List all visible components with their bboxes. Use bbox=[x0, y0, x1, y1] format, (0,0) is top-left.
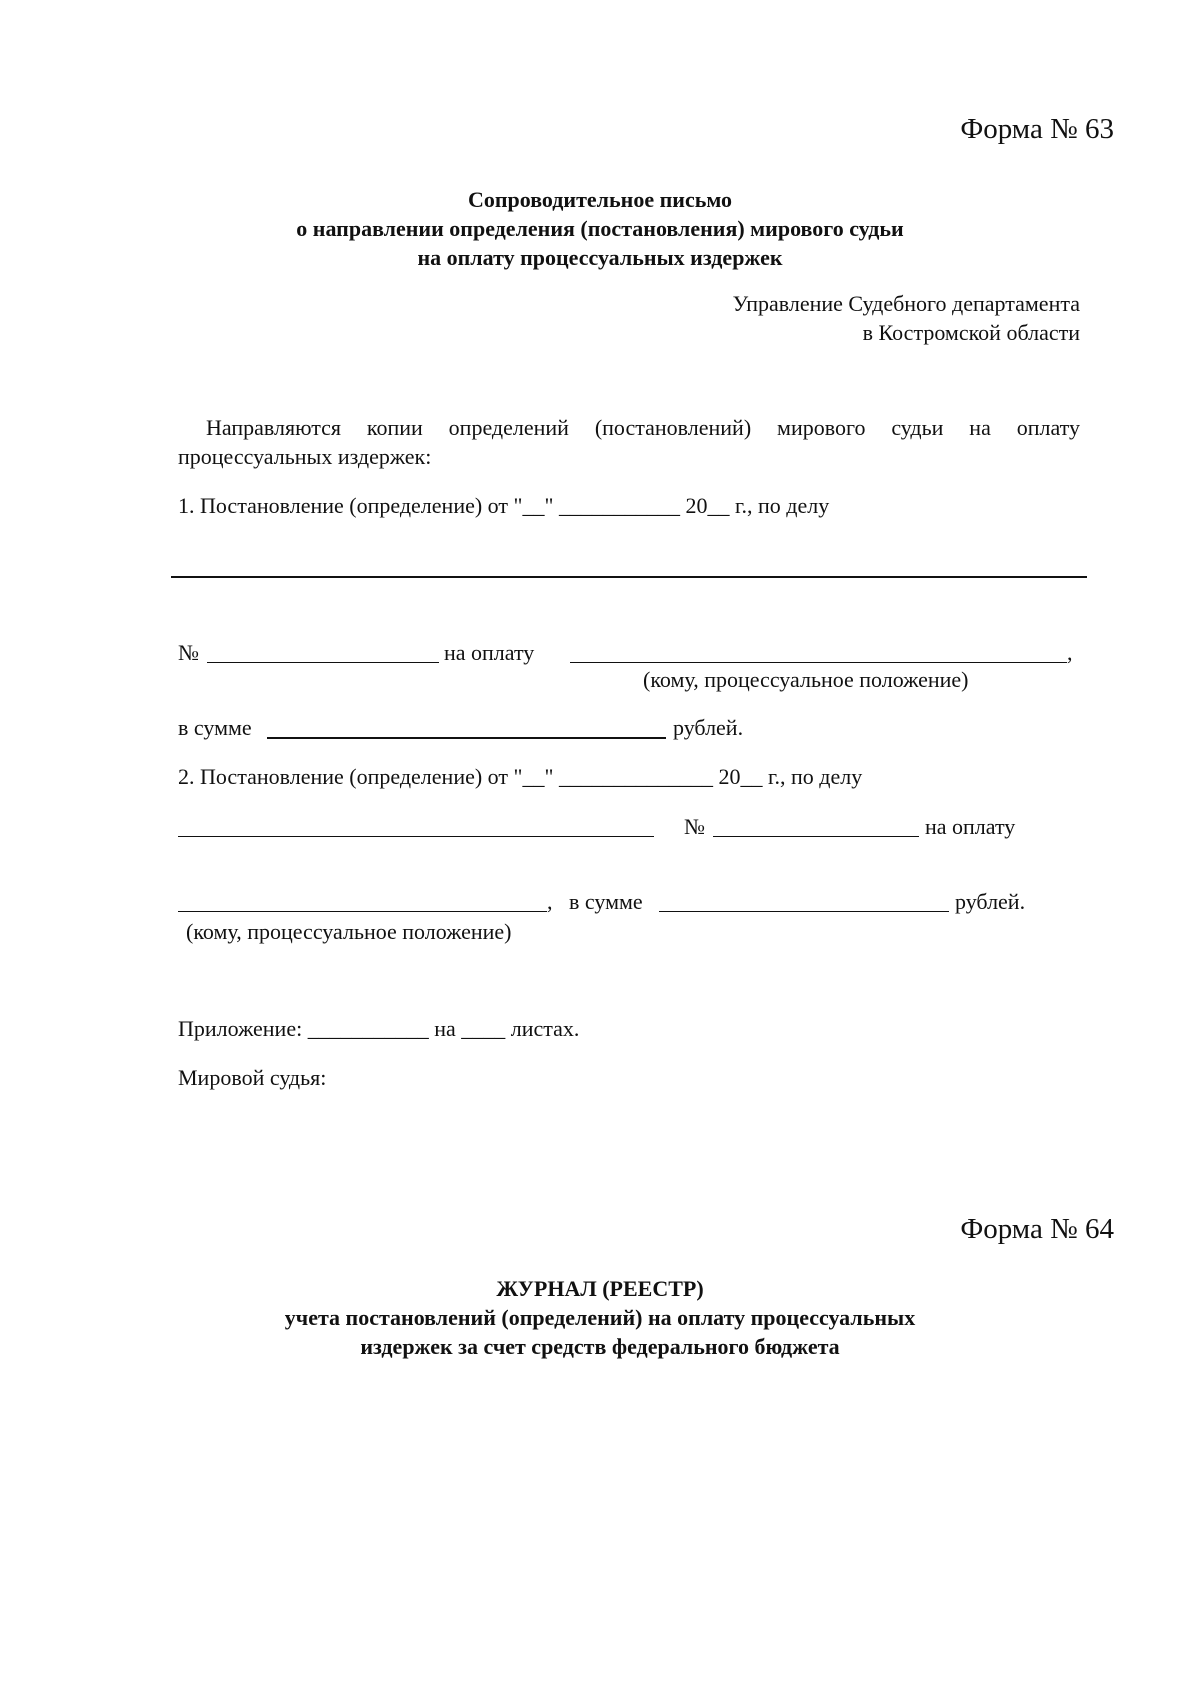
item-1-case-blank[interactable] bbox=[171, 576, 1087, 578]
appendix-line: Приложение: ___________ на ____ листах. bbox=[178, 1016, 580, 1041]
form-63-title-line-1: Сопроводительное письмо bbox=[467, 187, 733, 212]
form-64-number: Форма № 64 bbox=[960, 1213, 1114, 1245]
recipient-line-1: Управление Судебного департамента bbox=[732, 291, 1080, 316]
item-2-recipient-blank[interactable] bbox=[178, 911, 547, 912]
judge-signature-label: Мировой судья: bbox=[178, 1065, 327, 1090]
form-63-title-line-2: о направлении определения (постановления) мирового судьи bbox=[296, 216, 904, 241]
item-1-number-blank[interactable] bbox=[207, 662, 439, 663]
form-63-number: Форма № 63 bbox=[960, 113, 1114, 145]
item-2-number-blank[interactable] bbox=[713, 836, 919, 837]
item-2-line: 2. Постановление (определение) от "__" ______________ 20__ г., по делу bbox=[178, 764, 863, 789]
item-2-sum-blank[interactable] bbox=[659, 911, 949, 912]
item-1-pay-label: на оплату bbox=[444, 640, 535, 665]
item-2-sum-label: в сумме bbox=[569, 889, 643, 914]
item-2-recipient-caption: (кому, процессуальное положение) bbox=[186, 919, 512, 944]
recipient-block bbox=[733, 289, 1080, 347]
item-1-sum-blank[interactable] bbox=[267, 737, 666, 739]
form-63-title-line-3: на оплату процессуальных издержек bbox=[417, 245, 783, 270]
form-64-title-line-3: издержек за счет средств федерального бюджета bbox=[360, 1334, 840, 1359]
recipient-line-2: в Костромской области bbox=[862, 320, 1080, 345]
intro-paragraph: Направляются копии определений (постановлений) мирового судьи на оплату процессуальных издержек: bbox=[178, 415, 1080, 469]
form-64-title-line-1: ЖУРНАЛ (РЕЕСТР) bbox=[496, 1276, 704, 1301]
item-1-recipient-blank[interactable] bbox=[570, 662, 1067, 663]
item-2-number-label: № bbox=[684, 814, 705, 839]
form-64-title bbox=[0, 1274, 1200, 1361]
item-1-comma: , bbox=[1067, 640, 1073, 665]
item-1-number-label: № bbox=[178, 640, 199, 665]
item-1-recipient-caption: (кому, процессуальное положение) bbox=[643, 667, 969, 692]
item-1-sum-label: в сумме bbox=[178, 715, 252, 740]
item-2-pay-label: на оплату bbox=[925, 814, 1016, 839]
item-2-case-blank[interactable] bbox=[178, 836, 654, 837]
item-1-rub-label: рублей. bbox=[673, 715, 744, 740]
item-1-line: 1. Постановление (определение) от "__" ___________ 20__ г., по делу bbox=[178, 493, 830, 518]
item-2-rub-label: рублей. bbox=[955, 889, 1026, 914]
item-2-comma: , bbox=[547, 889, 553, 914]
form-64-title-line-2: учета постановлений (определений) на оплату процессуальных bbox=[284, 1305, 916, 1330]
form-63-title bbox=[0, 185, 1200, 272]
